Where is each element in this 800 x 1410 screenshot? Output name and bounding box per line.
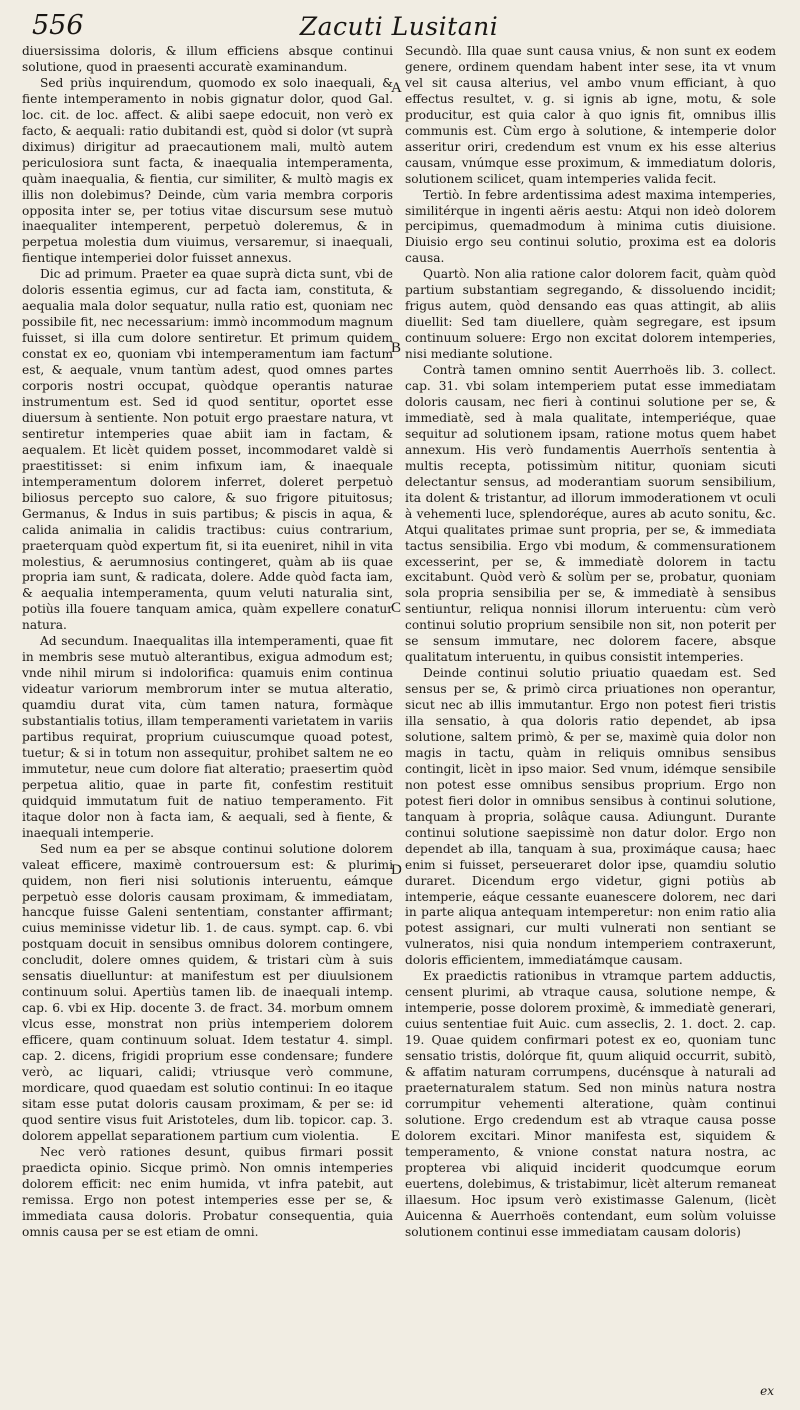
paragraph: Contrà tamen omnino sentit Auerrhoës lib. 3. collect. cap. 31. vbi solam intemperiem putat esse immediatam doloris causam, nec fieri à continui solutione per se, & immediatè, sed à mala qualitate, intemperiéque, quae sequitur ad solutionem ipsam, ratione motus quem habet annexum. His verò fundamentis Auerrhoïs sententia à multis recepta, potissimùm nititur, quoniam sicuti delectantur sensus, ad moderantiam suorum sensibilium, ita dolent & tristantur, ad illorum immoderationem vt oculi à vehementi luce, splendoréque, aures ab acuto sonitu, &c. Atqui qualitates primae sunt propria, per se, & immediata tactus sensibilia. Ergo vbi modum, & commensurationem excesserint, per se, & immediatè dolorem in tactu excitabunt. Quòd verò & solùm per se, probatur, quoniam sola propria sensibilia per se, & immediatè à sensibus sentiuntur, reliqua nonnisi illorum interuentu: cùm verò continui solutio proprium sensibile non sit, non poterit per se sensum immutare, nec dolorem facere, absque qualitatum interuentu, in quibus consistit intemperies. [405, 363, 776, 665]
page-number: 556 [32, 10, 84, 41]
paragraph: diuersissima doloris, & illum efficiens absque continui solutione, quod in praesenti accuratè examinandum. [22, 44, 393, 74]
paragraph: Nec verò rationes desunt, quibus firmari possit praedicta opinio. Sicque primò. Non omnis intemperies dolorem efficit: nec enim humida, vt infra patebit, aut remissa. Ergo non potest intemperies esse per se, & immediata causa doloris. Probatur consequentia, quia omnis causa per se est etiam de omni. [22, 1144, 393, 1239]
paragraph: Dic ad primum. Praeter ea quae suprà dicta sunt, vbi de doloris essentia egimus, cur ad facta iam, constituta, & aequalia mala dolor sequatur, nulla ratio est, quoniam nec possibile fit, nec necessarium: immò incommodum magnum fuisset, si illa cum dolore sentiretur. Et primum quidem constat ex eo, quoniam vbi intemperamentum iam factum est, & aequale, vnum tantùm adest, quod omnes partes corporis nostri occupat, quòdque operantis naturae instrumentum est. Sed id quod sentitur, oportet esse diuersum à sentiente. Non potuit ergo praestare natura, vt sentiretur intemperies quae abiit iam in factam, & aequalem. Et licèt quidem posset, incommodaret valdè si praestitisset: si enim infixum iam, & inaequale intemperamentum dolorem inferret, doleret perpetuò biliosus percepto suo calore, & suo frigore pituitosus; Germanus, & Indus in suis partibus; & piscis in aqua, & calida animalia in calidis tractibus: cuius contrarium, praeterquam quòd expertum fit, si ita eueniret, nihil in vita molestius, & aerumnosius contingeret, quàm ab iis quae propria iam sunt, & radicata, dolere. Adde quòd facta iam, & aequalia intemperamenta, quum veluti naturalia sint, potiùs illa fouere tanquam amica, quàm expellere conatur natura. [22, 267, 393, 633]
right-column [405, 44, 776, 1240]
margin-marker-c: C [391, 600, 402, 616]
margin-marker-a: A [391, 80, 402, 96]
paragraph: Secundò. Illa quae sunt causa vnius, & non sunt ex eodem genere, ordinem quendam habent inter sese, ita vt vnum vel sit causa alterius, vel ambo vnum efficiant, à quo effectus resultet, v. g. si ignis ab igne, motu, & sole producitur, est quia calor à quo ignis fit, omnibus illis communis est. Cùm ergo à solutione, & intemperie dolor asseritur oriri, credendum est vnum ex his esse alterius causam, vnúmque esse proximum, & immediatum doloris, solutionem scilicet, quam intemperies valida fecit. [405, 44, 776, 186]
paragraph: Quartò. Non alia ratione calor dolorem facit, quàm quòd partium substantiam segregando, & dissoluendo incidit; frigus autem, quòd densando eas quas attingit, ab aliis diuellit: Sed tam diuellere, quàm segregare, est ipsum continuum soluere: Ergo non excitat dolorem intemperies, nisi mediante solutione. [405, 267, 776, 362]
paragraph: Sed priùs inquirendum, quomodo ex solo inaequali, & fiente intemperamento in nobis gignatur dolor, quod Gal. loc. cit. de loc. affect. & alibi saepe edocuit, non verò ex facto, & aequali: ratio dubitandi est, quòd si dolor (vt suprà diximus) dirigitur ad praecautionem mali, multò autem periculosiora sunt facta, & inaequalia intemperamenta, quàm inaequalia, & fientia, cur similiter, & multò magis ex illis non dolebimus? Deinde, cùm varia membra corporis opposita inter se, per totius vitae discursum sese mutuò inaequaliter intemperent, perpetuò doleremus, & in perpetua molestia dum viuimus, versaremur, si inaequali, fientique intemperiei dolor fuisset annexus. [22, 75, 393, 266]
page-header [22, 4, 776, 44]
paragraph: Sed num ea per se absque continui solutione dolorem valeat efficere, maximè controuersum est: & plurimi quidem, non fieri nisi solutionis interuentu, eámque perpetuò esse doloris causam proximam, & immediatam, hancque fuisse Galeni sententiam, constanter affirmant; cuius meminisse videtur lib. 1. de caus. sympt. cap. 6. vbi postquam docuit in sensibus omnibus dolorem contingere, concludit, dolere omnes quidem, & tristari cùm à suis sensatis diuelluntur: at manifestum est per diuulsionem continuum solui. Apertiùs tamen lib. de inaequali intemp. cap. 6. vbi ex Hip. docente 3. de fract. 34. morbum omnem vlcus esse, monstrat non priùs intemperiem dolorem efficere, quam continuum soluat. Idem testatur 4. simpl. cap. 2. dicens, frigidi proprium esse condensare; fundere verò, ac liquari, calidi; vtriusque verò commune, mordicare, quod quaedam est solutio continui: In eo itaque sitam esse putat doloris causam proximam, & per se: id quod sentire visus fuit Aristoteles, dum lib. topicor. cap. 3. dolorem appellat separationem partium cum violentia. [22, 841, 393, 1143]
catchword: ex [760, 1384, 774, 1398]
paragraph: Deinde continui solutio priuatio quaedam est. Sed sensus per se, & primò circa priuationes non operantur, sicut nec ab illis immutantur. Ergo non potest fieri tristis illa sensatio, à qua doloris ratio dependet, ab ipsa solutione, saltem primò, & per se, maximè quia dolor non magis in tactu, quàm in reliquis omnibus sensibus contingit, licèt in ipso maior. Sed vnum, idémque sensibile non potest esse omnibus sensibus proprium. Ergo non potest fieri dolor in omnibus sensibus à continui solutione, tanquam à propria, solâque causa. Adiungunt. Durante continui solutione saepissimè non datur dolor. Ergo non dependet ab illa, tanquam à sua, proximáque causa; haec enim si fuisset, perseueraret dolor ipse, quamdiu solutio duraret. Dicendum ergo videtur, gigni potiùs ab intemperie, eáque cessante euanescere dolorem, nec dari in parte aliqua antequam intemperetur: non enim ratio alia potest assignari, cur multi vulnerati non sentiant se vulneratos, nisi quia nondum intemperiem contraxerunt, doloris efficientem, immediatámque causam. [405, 666, 776, 968]
paragraph: Ad secundum. Inaequalitas illa intemperamenti, quae fit in membris sese mutuò alterantibus, exigua admodum est; vnde nihil mirum si indolorifica: quamuis enim continua videatur variorum membrorum inter se mutua alteratio, quamdiu durat vita, cùm tamen natura, formàque substantialis totius, illam temperamenti varietatem in variis partibus requirat, proprium cuiuscumque quoad potest, tuetur; & si in totum non assequitur, prohibet saltem ne eo immutetur, neue cum dolore fiat alteratio; praesertim quòd perpetua alitio, quae in parte fit, confestim restituit quidquid immutatum fuit de natiuo temperamento. Fit itaque dolor non à facta iam, & aequali, sed à fiente, & inaequali intemperie. [22, 634, 393, 840]
margin-marker-b: B [391, 340, 402, 356]
text-columns [22, 44, 776, 1240]
paragraph: Ex praedictis rationibus in vtramque partem adductis, censent plurimi, ab vtraque causa, solutione nempe, & intemperie, posse dolorem proximè, & immediatè generari, cuius sententiae fuit Auic. cum asseclis, 2. 1. doct. 2. cap. 19. Quae quidem confirmari potest ex eo, quoniam tunc sensatio tristis, dolórque fit, quum aliquid occurrit, subitò, & affatim naturam corrumpens, ducénsque à naturali ad praeternaturalem statum. Sed non minùs natura nostra corrumpitur vehementi alteratione, quàm continui solutione. Ergo credendum est ab vtraque causa posse dolorem excitari. Minor manifesta est, siquidem & temperamento, & vnione constat natura nostra, ac propterea vbi aliquid inciderit quodcumque eorum euertens, dolebimus, & tristabimur, licèt alterum remaneat illaesum. Hoc ipsum verò existimasse Galenum, (licèt Auicenna & Auerrhoës contendant, eum solùm voluisse solutionem continui esse immediatam causam doloris) [405, 969, 776, 1239]
paragraph: Tertiò. In febre ardentissima adest maxima intemperies, similitérque in ingenti aëris aestu: Atqui non ideò dolorem percipimus, quemadmodum à minima cutis diuisione. Diuisio ergo seu continui solutio, proxima est ea doloris causa. [405, 187, 776, 266]
running-head: Zacuti Lusitani [299, 12, 499, 41]
margin-marker-d: D [391, 862, 402, 878]
margin-marker-e: E [391, 1128, 401, 1144]
left-column [22, 44, 393, 1240]
